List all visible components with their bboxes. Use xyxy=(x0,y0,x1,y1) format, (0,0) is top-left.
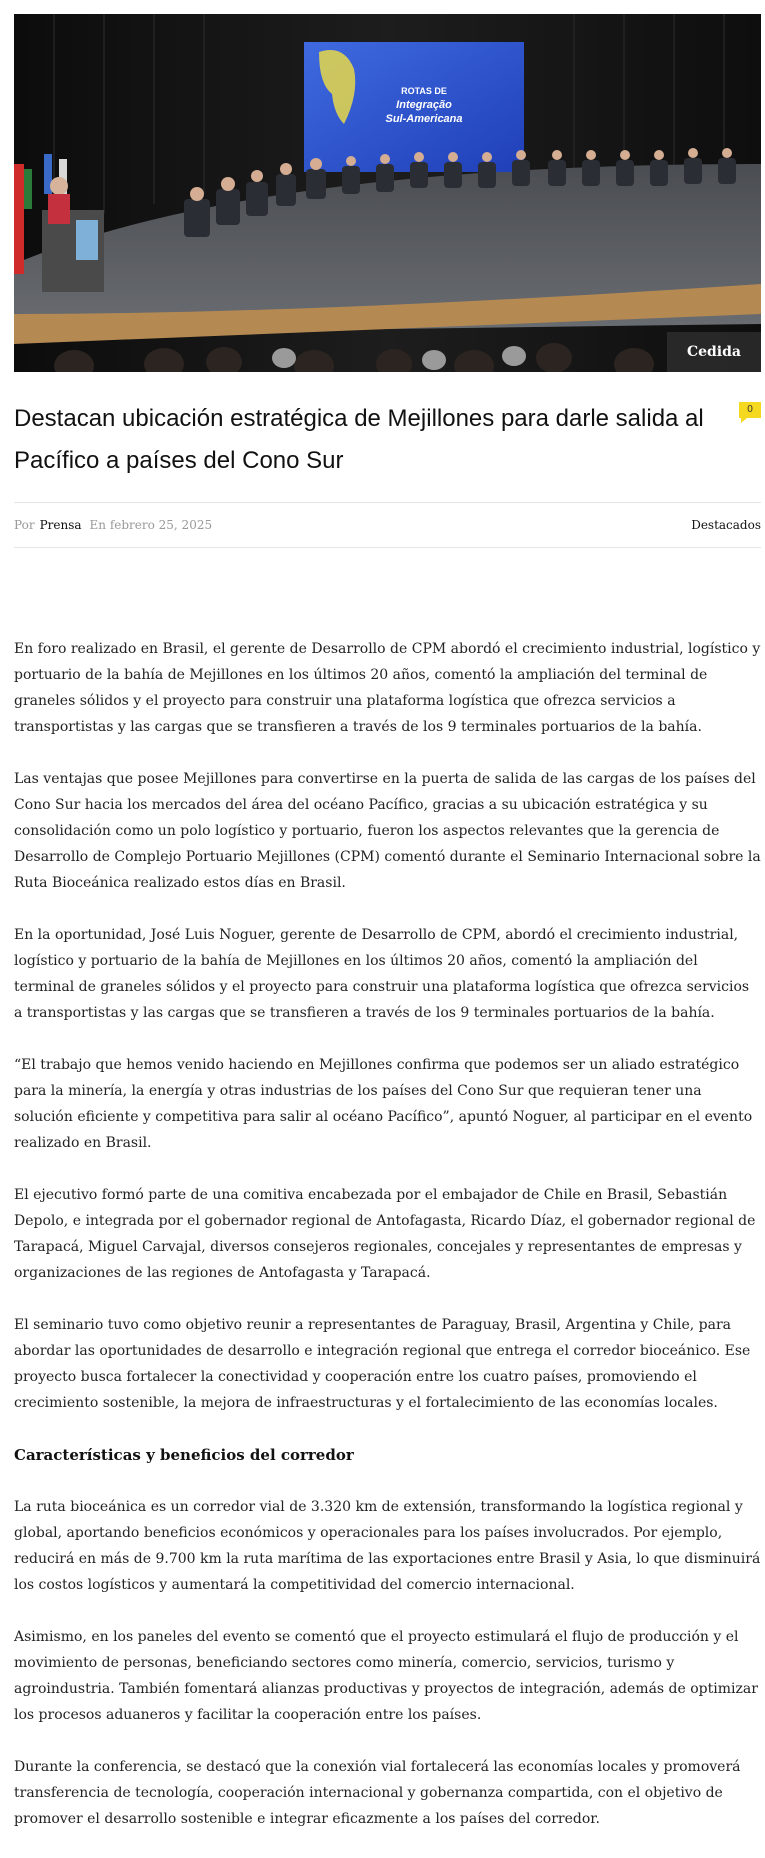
post-date: En febrero 25, 2025 xyxy=(89,518,213,532)
paragraph: El seminario tuvo como objetivo reunir a representantes de Paraguay, Brasil, Argentina y Chile, para abordar las oportunidades de desarrollo e integración regional que entrega el corredor bioceánico. Ese proyecto busca fortalecer la conectividad y cooperación entre los cuatro países, promoviendo el crecimiento sostenible, la mejora de infraestructuras y el fortalecimiento de las economías locales. xyxy=(14,1317,751,1411)
paragraph: Durante la conferencia, se destacó que la conexión vial fortalecerá las economías locales y promoverá transferencia de tecnología, cooperación internacional y gobernanza compartida, con el objetivo de promover el desarrollo sostenible e integrar eficazmente a los países del corredor. xyxy=(14,1759,741,1827)
paragraph: Las ventajas que posee Mejillones para convertirse en la puerta de salida de las cargas de los países del Cono Sur hacia los mercados del área del océano Pacífico, gracias a su ubicación estratégica y su consolidación como un polo logístico y portuario, fueron los aspectos relevantes que la gerencia de Desarrollo de Complejo Portuario Mejillones (CPM) comentó durante el Seminario Internacional sobre la Ruta Bioceánica realizado estos días en Brasil. xyxy=(14,771,761,891)
comment-count-badge[interactable]: 0 xyxy=(739,402,761,418)
section-heading: Características y beneficios del corredor xyxy=(14,1446,354,1464)
photo-credit: Cedida xyxy=(667,332,761,372)
svg-text:Sul-Americana: Sul-Americana xyxy=(385,113,463,125)
paragraph: Asimismo, en los paneles del evento se comentó que el proyecto estimulará el flujo de producción y el movimiento de personas, beneficiando sectores como minería, comercio, servicios, turismo y agroindustria. También fomentará alianzas productivas y proyectos de integración, además de optimizar los procesos aduaneros y facilitar la cooperación entre los países. xyxy=(14,1629,758,1723)
title-row xyxy=(14,398,761,482)
svg-text:Integração: Integração xyxy=(396,99,452,111)
conference-photo xyxy=(14,14,761,372)
hero-image xyxy=(14,14,761,372)
paragraph: El ejecutivo formó parte de una comitiva encabezada por el embajador de Chile en Brasil, Sebastián Depolo, e integrada por el gobernador regional de Antofagasta, Ricardo Díaz, el gobernador regional de Tarapacá, Miguel Carvajal, diversos consejeros regionales, concejales y representantes de empresas y organizaciones de las regiones de Antofagasta y Tarapacá. xyxy=(14,1187,756,1281)
article-body xyxy=(14,636,761,1832)
paragraph: En foro realizado en Brasil, el gerente de Desarrollo de CPM abordó el crecimiento industrial, logístico y portuario de la bahía de Mejillones en los últimos 20 años, comentó la ampliación del terminal de graneles sólidos y el proyecto para construir una plataforma logística que ofrezca servicios a transportistas y las cargas que se transfieren a través de los 9 terminales portuarios de la bahía. xyxy=(14,641,761,735)
svg-text:ROTAS DE: ROTAS DE xyxy=(401,86,447,96)
paragraph: La ruta bioceánica es un corredor vial de 3.320 km de extensión, transformando la logística regional y global, aportando beneficios económicos y operacionales para los países involucrados. Por ejemplo, reducirá en más de 9.700 km la ruta marítima de las exportaciones entre Brasil y Asia, lo que disminuirá los costos logísticos y aumentará la competitividad del comercio internacional. xyxy=(14,1499,761,1593)
post-meta xyxy=(14,502,761,548)
author-link[interactable]: Prensa xyxy=(39,518,82,532)
meta-by-label: Por xyxy=(14,518,35,532)
paragraph: En la oportunidad, José Luis Noguer, gerente de Desarrollo de CPM, abordó el crecimiento industrial, logístico y portuario de la bahía de Mejillones en los últimos 20 años, comentó la ampliación del terminal de graneles sólidos y el proyecto para construir una plataforma logística que ofrezca servicios a transportistas y las cargas que se transfieren a través de los 9 terminales portuarios de la bahía. xyxy=(14,927,750,1021)
category-link[interactable]: Destacados xyxy=(691,518,761,532)
article-container xyxy=(14,14,761,1858)
paragraph: “El trabajo que hemos venido haciendo en Mejillones confirma que podemos ser un aliado estratégico para la minería, la energía y otras industrias de los países del Cono Sur que requieran tener una solución eficiente y competitiva para salir al océano Pacífico”, apuntó Noguer, al participar en el evento realizado en Brasil. xyxy=(14,1057,753,1151)
page-title: Destacan ubicación estratégica de Mejillones para darle salida al Pacífico a países del Cono Sur xyxy=(14,405,704,474)
